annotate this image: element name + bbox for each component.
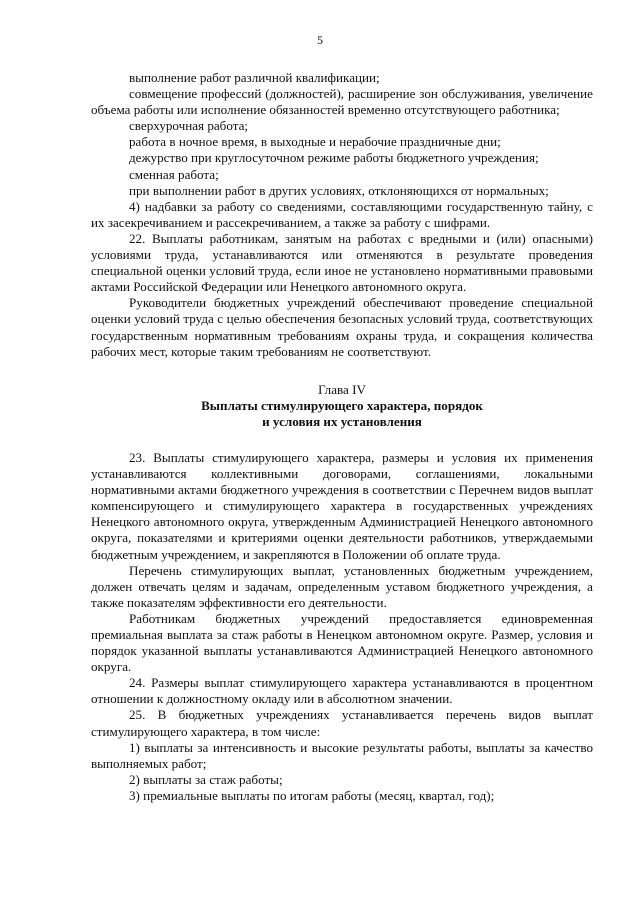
paragraph: Перечень стимулирующих выплат, установленных бюджетным учреждением, должен отвечать целям и задачам, определенным уставом бюджетного учреждения, а также показателям эффективности его деятельности. — [91, 562, 593, 610]
spacer — [91, 360, 593, 382]
paragraph: 4) надбавки за работу со сведениями, составляющими государственную тайну, с их засекречиванием и рассекречиванием, а также за работу с шифрами. — [91, 198, 593, 230]
chapter-heading — [91, 382, 593, 430]
paragraph: сверхурочная работа; — [129, 118, 249, 134]
paragraph: Работникам бюджетных учреждений предоставляется единовременная премиальная выплата за стаж работы в Ненецком автономном округе. Размер, условия и порядок указанной выплаты устанавливаются Администрацией Ненецкого автономного округа. — [91, 610, 593, 675]
paragraph: 2) выплаты за стаж работы; — [129, 771, 283, 787]
chapter-title-line-2: и условия их установления — [262, 413, 422, 429]
chapter-title-line-1: Выплаты стимулирующего характера, порядок — [201, 397, 483, 413]
document-body — [91, 70, 593, 804]
paragraph: выполнение работ различной квалификации; — [129, 70, 380, 85]
paragraph: 3) премиальные выплаты по итогам работы (месяц, квартал, год); — [129, 787, 495, 803]
paragraph: Руководители бюджетных учреждений обеспечивают проведение специальной оценки условий труда с целью обеспечения безопасных условий труда, соответствующих государственным нормативным требованиям охраны труда, и сокращения количества рабочих мест, которые таким требованиям не соответствуют. — [91, 295, 593, 359]
paragraph: 23. Выплаты стимулирующего характера, размеры и условия их применения устанавливаются коллективными договорами, соглашениями, локальными нормативными актами бюджетного учреждения в соответствии с Перечнем видов выплат компенсирующего и стимулирующего характера в государственных учреждениях Ненецкого автономного округа, утвержденным Администрацией Ненецкого автономного округа, показателями и критериями оценки деятельности работников, утверждаемыми бюджетным учреждением, и закрепляются в Положении об оплате труда. — [91, 449, 593, 562]
paragraph: 24. Размеры выплат стимулирующего характера устанавливаются в процентном отношении к должностному окладу или в абсолютном значении. — [91, 675, 593, 707]
paragraph: 25. В бюджетных учреждениях устанавливается перечень видов выплат стимулирующего характера, в том числе: — [91, 707, 593, 739]
chapter-label: Глава IV — [318, 381, 366, 397]
paragraph: дежурство при круглосуточном режиме работы бюджетного учреждения; — [129, 150, 539, 166]
paragraph: 22. Выплаты работникам, занятым на работах с вредными и (или) опасными) условиями труда, устанавливаются или отменяются в результате проведения специальной оценки условий труда, если иное не установлено нормативными правовыми актами Российской Федерации или Ненецкого автономного округа. — [91, 230, 593, 295]
page-number: 5 — [317, 33, 323, 47]
paragraph: при выполнении работ в других условиях, отклоняющихся от нормальных; — [129, 182, 549, 198]
paragraph: работа в ночное время, в выходные и нерабочие праздничные дни; — [129, 134, 501, 150]
paragraph: сменная работа; — [129, 166, 219, 182]
paragraph: совмещение профессий (должностей), расширение зон обслуживания, увеличение объема работы или исполнение обязанностей временно отсутствующего работника; — [91, 86, 593, 118]
paragraph: 1) выплаты за интенсивность и высокие результаты работы, выплаты за качество выполняемых работ; — [91, 739, 593, 771]
